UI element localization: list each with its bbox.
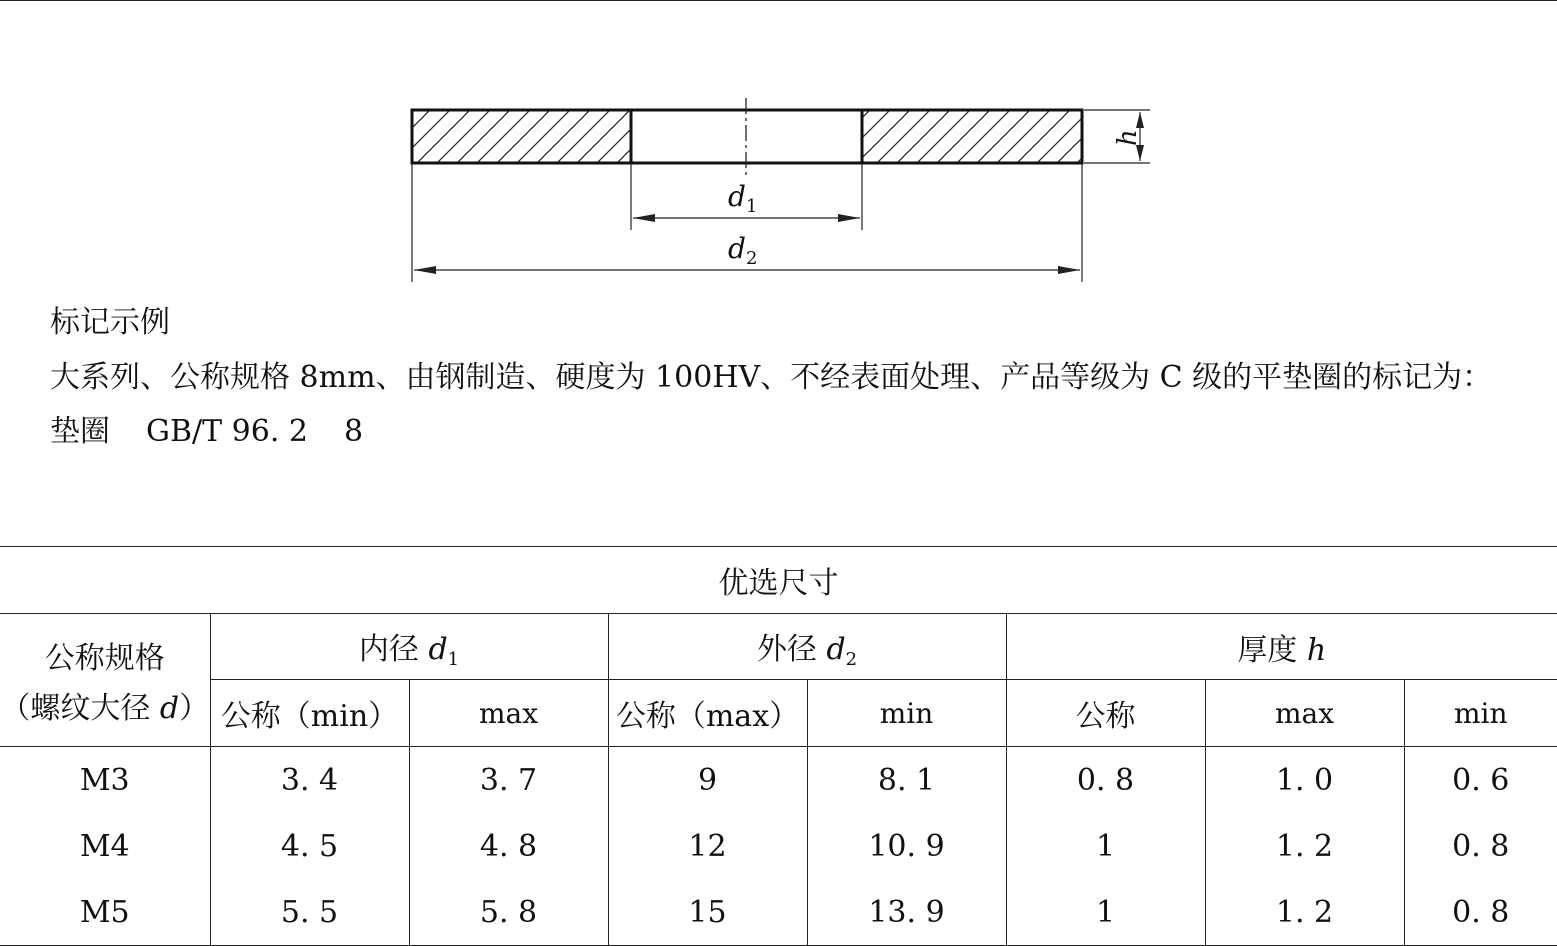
cell-outer-min: 10. 9 bbox=[807, 813, 1006, 879]
table-caption: 优选尺寸 bbox=[0, 547, 1557, 614]
cell-thickness-max: 1. 2 bbox=[1205, 879, 1404, 946]
cell-inner-nominal: 4. 5 bbox=[210, 813, 409, 879]
cell-thickness-nominal: 1 bbox=[1006, 813, 1205, 879]
cell-thickness-min: 0. 6 bbox=[1404, 747, 1557, 814]
subheader-thickness-min: min bbox=[1404, 680, 1557, 747]
table-row bbox=[0, 747, 1557, 814]
cell-thickness-min: 0. 8 bbox=[1404, 879, 1557, 946]
header-inner-diameter: 内径 $d_1$ bbox=[210, 614, 608, 680]
d1-label: $d_1$ bbox=[728, 180, 758, 217]
marking-example-title: 标记示例 bbox=[50, 305, 170, 340]
d2-label: $d_2$ bbox=[728, 232, 758, 269]
cell-thickness-max: 1. 0 bbox=[1205, 747, 1404, 814]
subheader-inner-max: max bbox=[409, 680, 608, 747]
preferred-sizes-table bbox=[0, 546, 1557, 946]
cell-size: M5 bbox=[0, 879, 210, 946]
cell-thickness-nominal: 1 bbox=[1006, 879, 1205, 946]
marking-description: 大系列、公称规格 8mm、由钢制造、硬度为 100HV、不经表面处理、产品等级为 C 级的平垫圈的标记为： bbox=[50, 360, 1493, 395]
left-section bbox=[412, 110, 631, 163]
cell-outer-nominal: 12 bbox=[608, 813, 807, 879]
subheader-inner-nominal: 公称（min） bbox=[210, 680, 409, 747]
mark-size: 8 bbox=[344, 414, 364, 449]
header-nominal-size-line1: 公称规格 bbox=[44, 641, 165, 676]
header-nominal-size-line2: （螺纹大径 d） bbox=[0, 691, 210, 726]
cell-outer-nominal: 15 bbox=[608, 879, 807, 946]
h-label: h bbox=[1113, 129, 1143, 146]
cell-inner-nominal: 5. 5 bbox=[210, 879, 409, 946]
cell-outer-min: 13. 9 bbox=[807, 879, 1006, 946]
cell-thickness-min: 0. 8 bbox=[1404, 813, 1557, 879]
header-outer-diameter: 外径 $d_2$ bbox=[608, 614, 1006, 680]
subheader-outer-nominal: 公称（max） bbox=[608, 680, 807, 747]
header-thickness: 厚度 h bbox=[1006, 614, 1557, 680]
subheader-thickness-max: max bbox=[1205, 680, 1404, 747]
cell-thickness-max: 1. 2 bbox=[1205, 813, 1404, 879]
washer-drawing bbox=[0, 0, 1557, 300]
cell-outer-min: 8. 1 bbox=[807, 747, 1006, 814]
cell-inner-max: 3. 7 bbox=[409, 747, 608, 814]
marking-designation bbox=[50, 414, 363, 450]
cell-inner-max: 4. 8 bbox=[409, 813, 608, 879]
cell-size: M4 bbox=[79, 828, 130, 864]
cell-outer-nominal: 9 bbox=[608, 747, 807, 814]
header-nominal-size bbox=[0, 614, 210, 747]
table-row bbox=[0, 879, 1557, 946]
cell-thickness-nominal: 0. 8 bbox=[1006, 747, 1205, 814]
right-section bbox=[862, 110, 1082, 163]
table-row bbox=[0, 813, 1557, 879]
mark-standard: GB/T 96. 2 bbox=[146, 414, 308, 449]
subheader-outer-min: min bbox=[807, 680, 1006, 747]
cell-inner-nominal: 3. 4 bbox=[210, 747, 409, 814]
mark-prefix: 垫圈 bbox=[50, 414, 110, 449]
cell-inner-max: 5. 8 bbox=[409, 879, 608, 946]
subheader-thickness-nominal: 公称 bbox=[1006, 680, 1205, 747]
cell-size: M3 bbox=[79, 762, 130, 798]
